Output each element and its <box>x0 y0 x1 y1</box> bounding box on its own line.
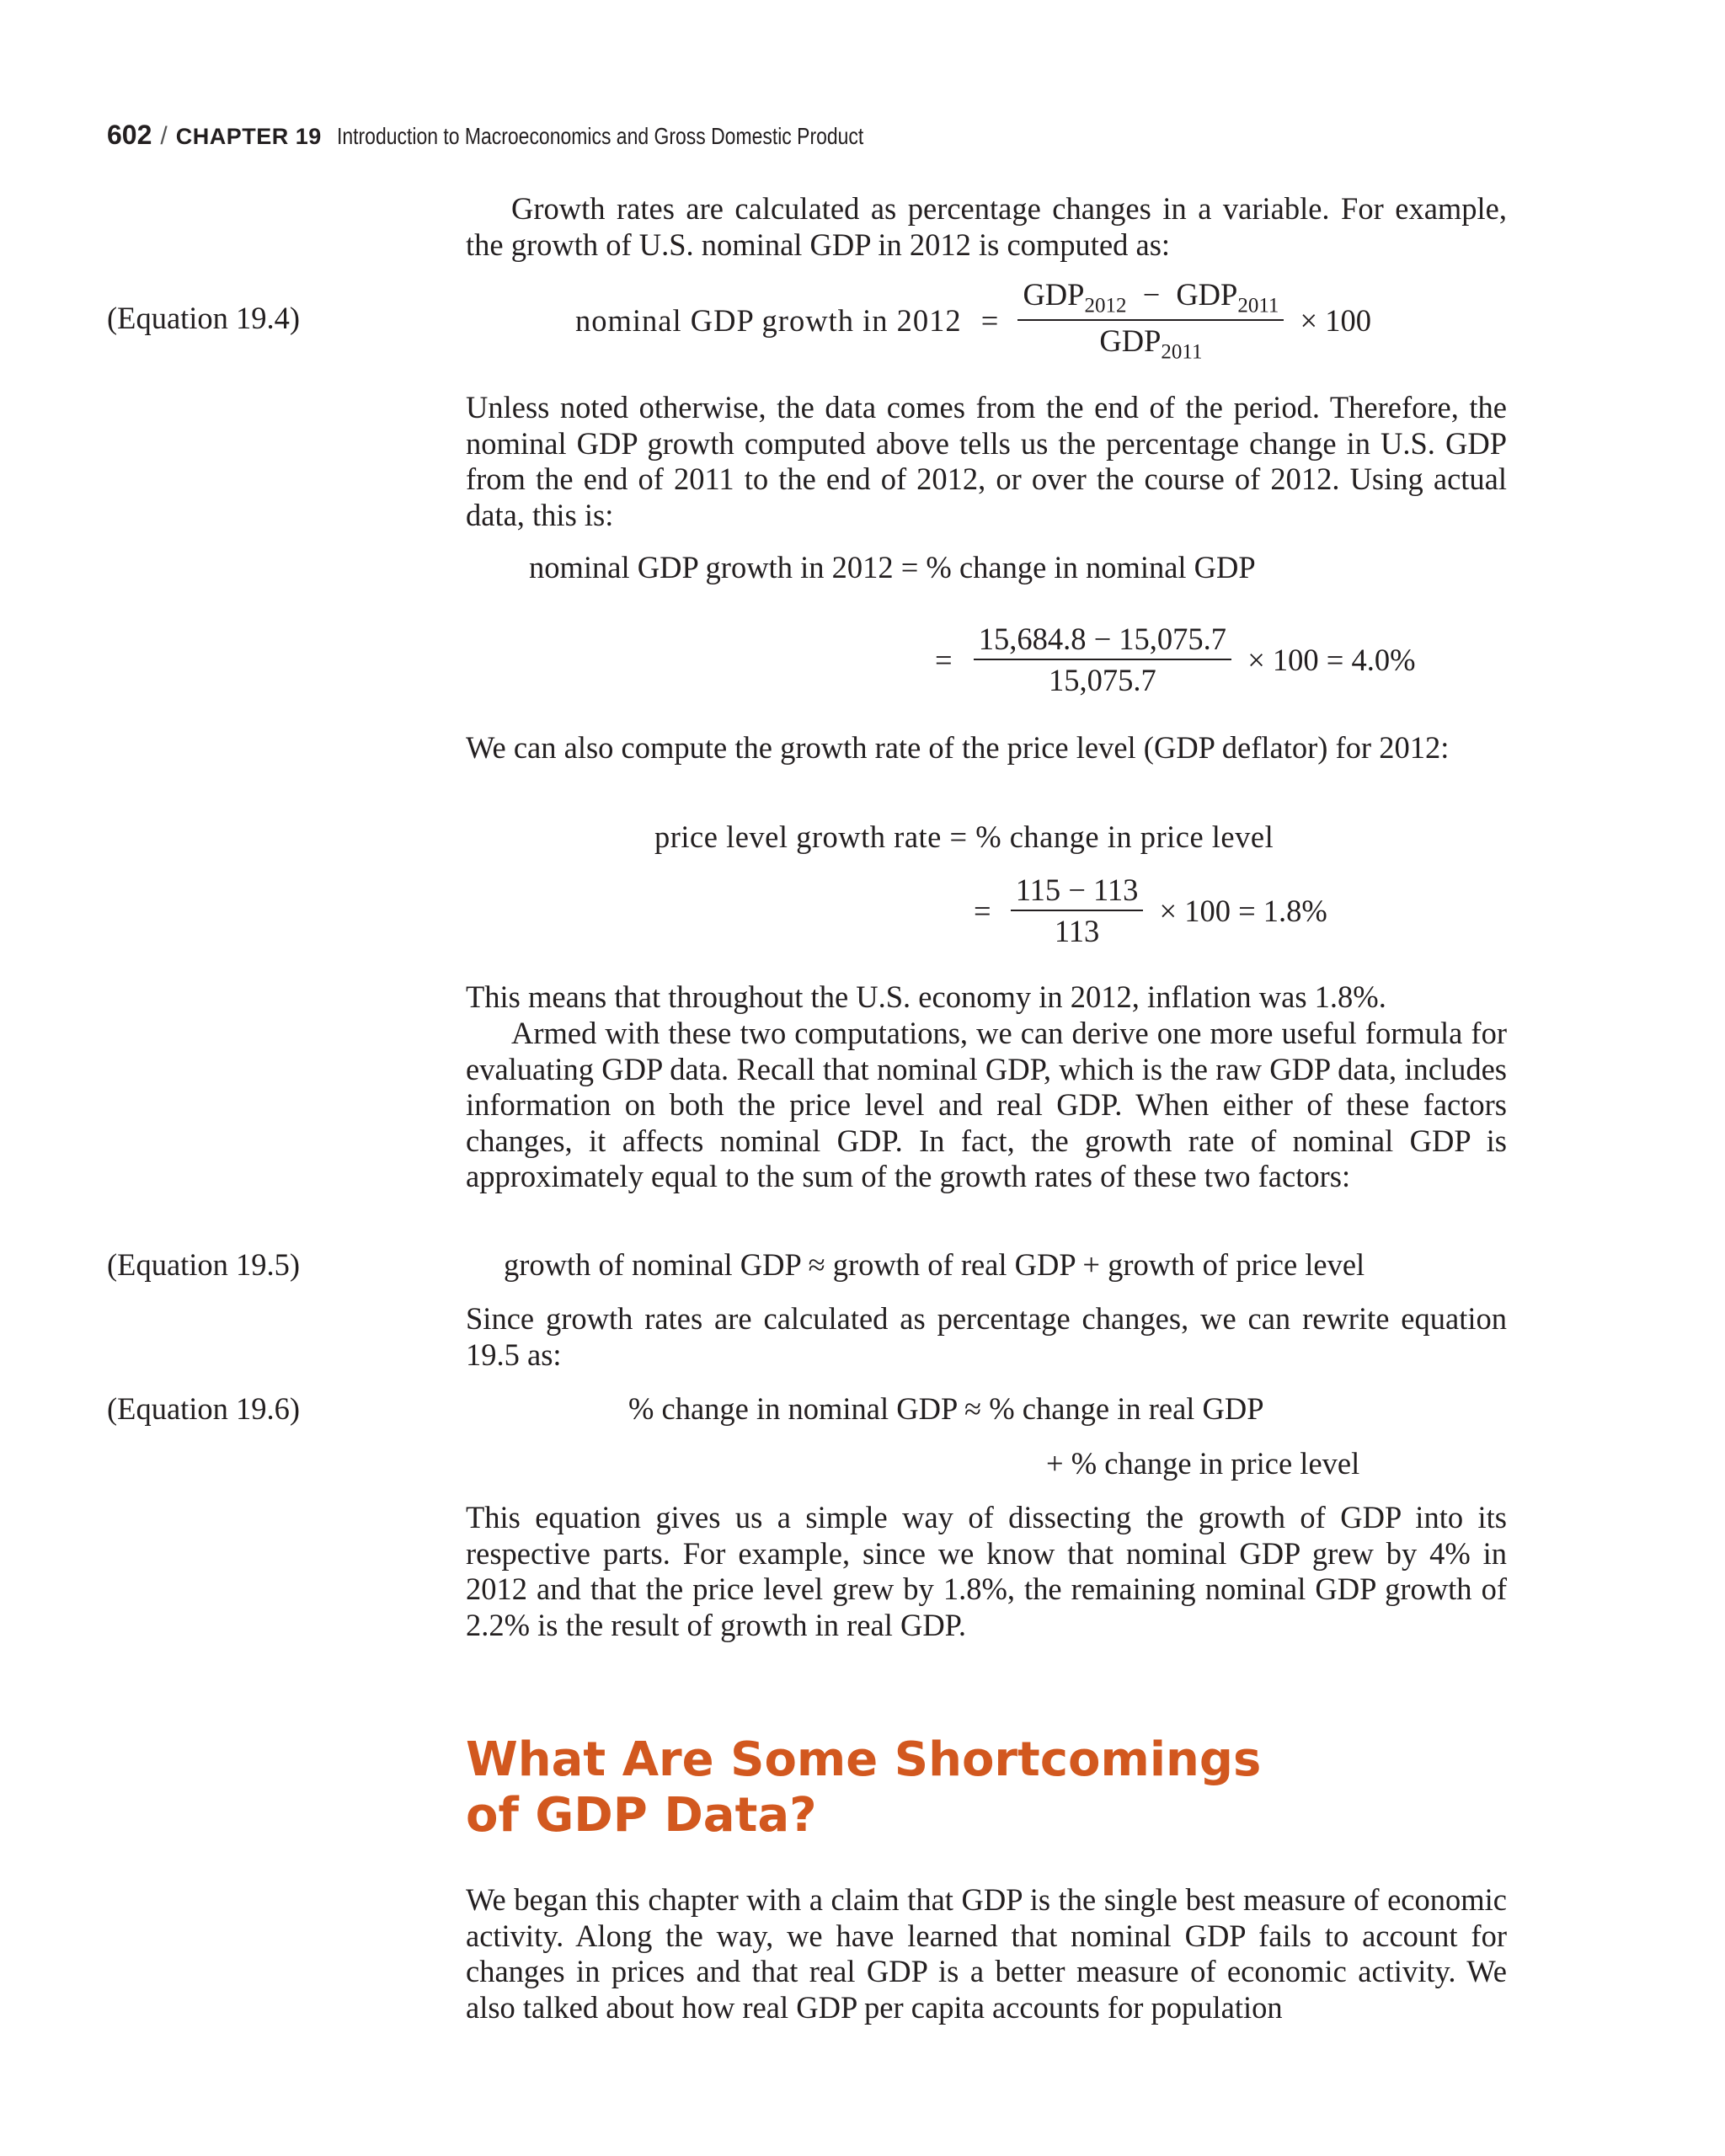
eq194-num-a: GDP <box>1023 277 1085 312</box>
price-calc-denominator: 113 <box>1054 914 1100 948</box>
section-heading-line2: of GDP Data? <box>466 1788 817 1843</box>
paragraph-rewrite: Since growth rates are calculated as percentage changes, we can rewrite equation 19.5 as: <box>466 1301 1507 1372</box>
equation-label-19-5: (Equation 19.5) <box>107 1247 301 1282</box>
chapter-label: CHAPTER 19 <box>175 124 322 149</box>
eq194-denominator <box>1099 321 1202 364</box>
eq194-times: × 100 <box>1300 302 1372 338</box>
gdp-calc-fraction <box>974 621 1231 698</box>
price-calc-numerator: 115 − 113 <box>1011 872 1144 911</box>
running-header <box>107 120 979 153</box>
eq194-fraction <box>1017 276 1284 365</box>
section-heading-line1: What Are Some Shortcomings <box>466 1732 1262 1787</box>
eq194-den-sub: 2011 <box>1161 340 1203 364</box>
gdp-calc-numerator: 15,684.8 − 15,075.7 <box>974 621 1231 660</box>
gdp-calc-result: × 100 = 4.0% <box>1247 642 1416 677</box>
equation-19-4 <box>575 276 1371 365</box>
header-separator: / <box>160 122 168 150</box>
paragraph-price-level: We can also compute the growth rate of the price level (GDP deflator) for 2012: <box>466 730 1450 765</box>
equation-label-19-6: (Equation 19.6) <box>107 1391 301 1426</box>
eq194-minus: − <box>1142 277 1161 312</box>
gdp-calc-line2 <box>935 621 1416 698</box>
paragraph-shortcomings: We began this chapter with a claim that GDP is the single best measure of economic activity. Along the way, we have learned that nominal GDP fails to account for changes in prices and that real GDP is a better measure of economic activity. We also talked about how real GDP per capita accounts for population <box>466 1882 1507 2025</box>
paragraph-data-timing: Unless noted otherwise, the data comes from the end of the period. Therefore, the nominal GDP growth computed above tells us the percentage change in U.S. GDP from the end of 2011 to the end of 2012, or over the course of 2012. Using actual data, this is: <box>466 390 1507 532</box>
gdp-calc-line1: nominal GDP growth in 2012 = % change in nominal GDP <box>529 550 1256 584</box>
equation-19-5: growth of nominal GDP ≈ growth of real GDP + growth of price level <box>504 1247 1365 1282</box>
paragraph-growth-rates: Growth rates are calculated as percentage changes in a variable. For example, the growth of U.S. nominal GDP in 2012 is computed as: <box>466 191 1507 262</box>
eq194-num-b: GDP <box>1176 277 1238 312</box>
price-calc-line1: price level growth rate = % change in price level <box>654 819 1274 854</box>
equation-label-19-4: (Equation 19.4) <box>107 301 301 335</box>
gdp-calc-equals: = <box>935 642 953 677</box>
paragraph-formula: Armed with these two computations, we can derive one more useful formula for evaluating GDP data. Recall that nominal GDP, which is the raw GDP data, includes information on both the price level and real GDP. When either of these factors changes, it affects nominal GDP. In fact, the growth rate of nominal GDP is approximately equal to the sum of the growth rates of these two factors: <box>466 1016 1507 1194</box>
eq194-numerator <box>1017 276 1284 321</box>
equation-19-6-line2: + % change in price level <box>1046 1446 1360 1481</box>
eq194-den: GDP <box>1099 323 1162 359</box>
price-calc-line2 <box>974 872 1327 949</box>
chapter-title: Introduction to Macroeconomics and Gross Domestic Product <box>336 123 864 149</box>
eq194-num-a-sub: 2012 <box>1084 294 1127 318</box>
paragraph-inflation: This means that throughout the U.S. economy in 2012, inflation was 1.8%. <box>466 979 1386 1014</box>
gdp-calc-denominator: 15,075.7 <box>1049 663 1156 697</box>
price-calc-result: × 100 = 1.8% <box>1159 893 1327 928</box>
section-heading <box>466 1732 1477 1844</box>
equation-19-6-line1: % change in nominal GDP ≈ % change in real GDP <box>628 1391 1264 1426</box>
page-number: 602 <box>107 120 152 150</box>
eq194-equals: = <box>980 302 999 338</box>
price-calc-fraction <box>1011 872 1144 949</box>
eq194-lhs: nominal GDP growth in 2012 <box>575 302 962 338</box>
price-calc-equals: = <box>974 893 991 928</box>
paragraph-dissecting: This equation gives us a simple way of dissecting the growth of GDP into its respective parts. For example, since we know that nominal GDP grew by 4% in 2012 and that the price level grew by 1.8%, the remaining nominal GDP growth of 2.2% is the result of growth in real GDP. <box>466 1500 1507 1642</box>
eq194-num-b-sub: 2011 <box>1237 294 1279 318</box>
